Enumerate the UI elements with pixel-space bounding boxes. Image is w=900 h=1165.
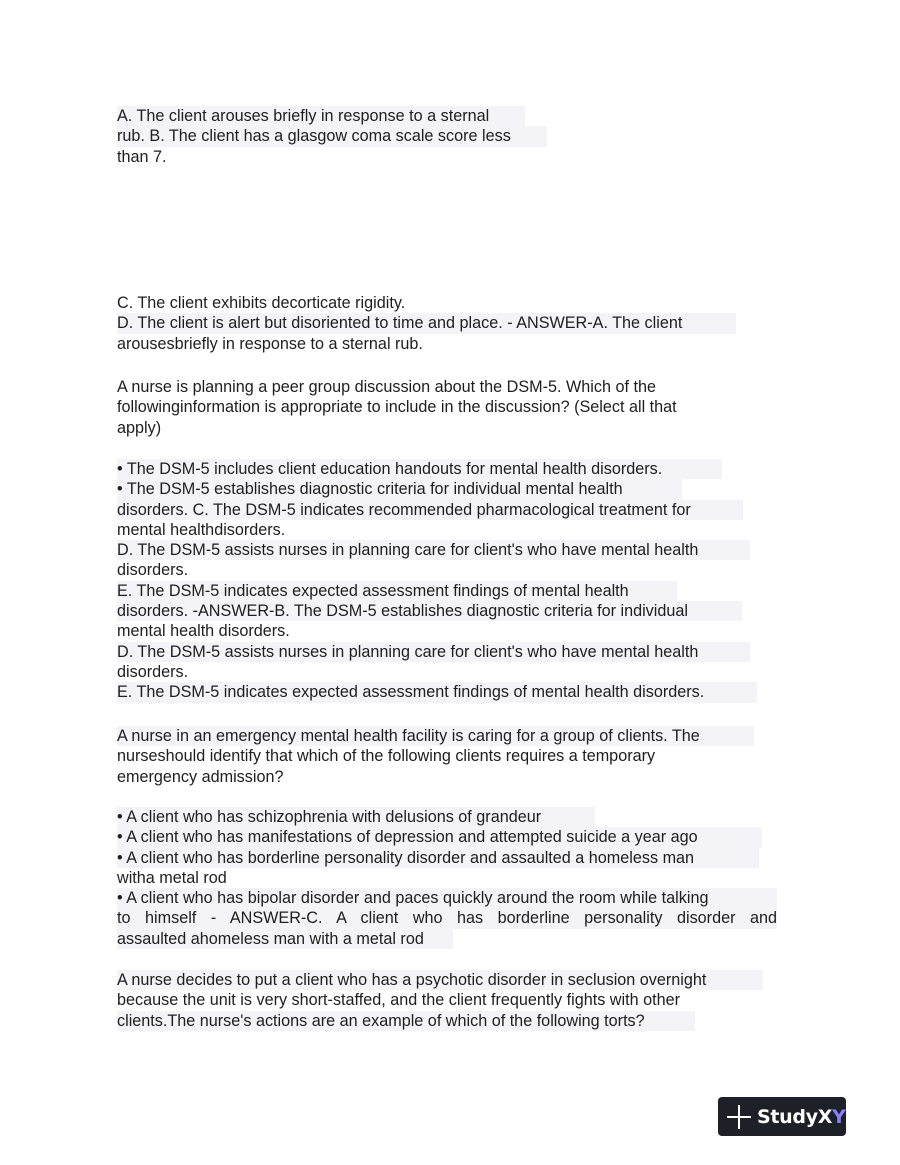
q2-options [117, 459, 757, 703]
text-line: disorders. C. The DSM-5 indicates recommended pharmacological treatment for [117, 500, 743, 520]
text-line: A nurse in an emergency mental health facility is caring for a group of clients. The [117, 726, 754, 746]
q2-stem [117, 377, 677, 438]
text-line: to himself - ANSWER-C. A client who has borderline personality disorder and [117, 909, 777, 928]
text-line: • A client who has schizophrenia with delusions of grandeur [117, 807, 595, 827]
text-line: disorders. [117, 561, 189, 580]
text-line: witha metal rod [117, 868, 227, 887]
text-line: E. The DSM-5 indicates expected assessment findings of mental health [117, 581, 677, 601]
text-line: • A client who has manifestations of depression and attempted suicide a year ago [117, 827, 762, 847]
text-line: rub. B. The client has a glasgow coma scale score less [117, 126, 547, 146]
text-line: emergency admission? [117, 767, 284, 786]
text-line: because the unit is very short-staffed, and the client frequently fights with other [117, 991, 680, 1010]
text-line: • The DSM-5 includes client education handouts for mental health disorders. [117, 459, 722, 479]
text-line: mental health disorders. [117, 622, 290, 641]
q3-options [117, 807, 777, 949]
logo-text-part2: Y [832, 1105, 846, 1128]
text-line: D. The DSM-5 assists nurses in planning care for client's who have mental health [117, 642, 750, 662]
text-line: E. The DSM-5 indicates expected assessment findings of mental health disorders. [117, 682, 757, 702]
text-line: apply) [117, 418, 162, 437]
q1-options-bottom [117, 293, 736, 354]
text-line: clients.The nurse's actions are an example of which of the following torts? [117, 1011, 695, 1031]
text-line: A nurse is planning a peer group discussion about the DSM-5. Which of the [117, 378, 656, 396]
text-line: mental healthdisorders. [117, 520, 286, 539]
plus-icon [727, 1105, 751, 1129]
logo-text [757, 1106, 846, 1128]
text-line: nurseshould identify that which of the following clients requires a temporary [117, 747, 656, 766]
q1-options-top [117, 106, 547, 167]
text-line: A. The client arouses briefly in response to a sternal [117, 106, 525, 126]
text-line: arousesbriefly in response to a sternal rub. [117, 334, 423, 353]
text-line: • The DSM-5 establishes diagnostic criteria for individual mental health [117, 479, 682, 499]
q4-stem [117, 970, 763, 1031]
text-line: assaulted ahomeless man with a metal rod [117, 929, 453, 949]
text-line: disorders. [117, 662, 189, 681]
text-line: than 7. [117, 147, 167, 166]
text-line: C. The client exhibits decorticate rigidity. [117, 294, 406, 312]
text-line: • A client who has borderline personality disorder and assaulted a homeless man [117, 848, 759, 868]
text-line: D. The client is alert but disoriented to time and place. - ANSWER-A. The client [117, 313, 736, 333]
text-line: • A client who has bipolar disorder and paces quickly around the room while talking [117, 888, 777, 908]
text-line: disorders. -ANSWER-B. The DSM-5 establishes diagnostic criteria for individual [117, 601, 742, 621]
q3-stem [117, 726, 754, 787]
studyxy-logo [718, 1097, 846, 1136]
logo-text-part1: StudyX [757, 1105, 833, 1128]
text-line: A nurse decides to put a client who has a psychotic disorder in seclusion overnight [117, 970, 763, 990]
text-line: followinginformation is appropriate to include in the discussion? (Select all that [117, 398, 677, 417]
text-line: D. The DSM-5 assists nurses in planning care for client's who have mental health [117, 540, 750, 560]
